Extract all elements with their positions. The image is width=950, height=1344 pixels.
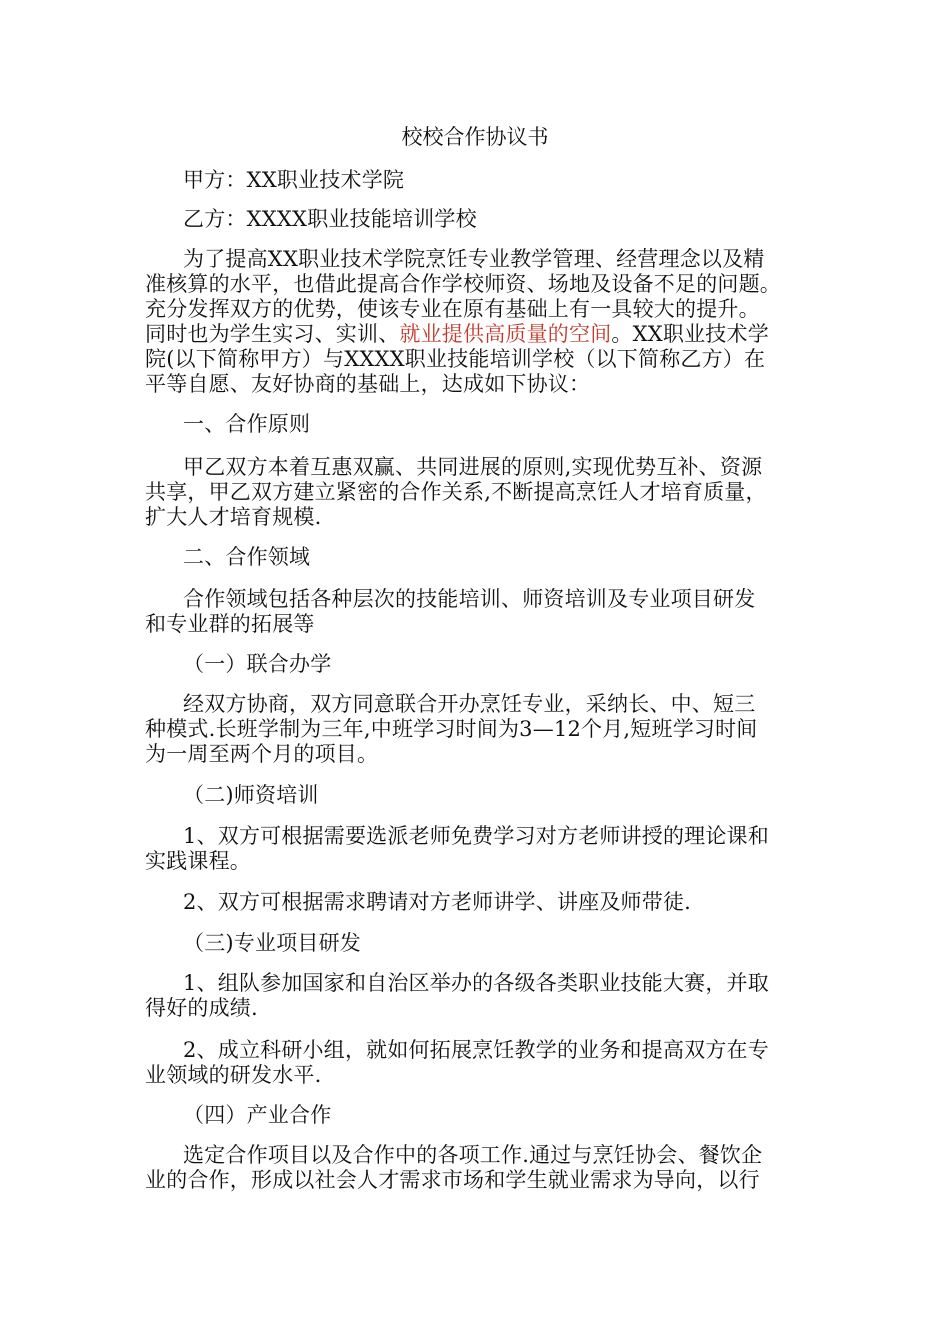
subsection-2-item-1-line-1: 1、双方可根据需要选派老师免费学习对方老师讲授的理论课和 — [183, 824, 769, 848]
section-1-line-1: 甲乙双方本着互惠双赢、共同进展的原则,实现优势互补、资源 — [183, 455, 763, 479]
highlighted-phrase: 就业提供高质量的空间 — [399, 322, 612, 346]
intro-line-2: 准核算的水平，也借此提高合作学校师资、场地及设备不足的问题。 — [145, 272, 781, 296]
intro-line-5: 院(以下简称甲方）与XXXX职业技能培训学校（以下简称乙方）在 — [145, 347, 766, 371]
subsection-1-line-1: 经双方协商，双方同意联合开办烹饪专业，采纳长、中、短三 — [183, 692, 756, 716]
subsection-3-item-2-line-1: 2、成立科研小组，就如何拓展烹饪教学的业务和提高双方在专 — [183, 1038, 769, 1062]
subsection-2-item-1-line-2: 实践课程。 — [145, 849, 251, 873]
intro-line-4 — [145, 321, 769, 347]
subsection-1-line-3: 为一周至两个月的项目。 — [145, 742, 379, 766]
subsection-2-item-2: 2、双方可根据需求聘请对方老师讲学、讲座及师带徒. — [183, 890, 692, 914]
party-b-line: 乙方：XXXX职业技能培训学校 — [183, 207, 477, 231]
subsection-3-heading: （三)专业项目研发 — [183, 931, 361, 955]
section-1-heading: 一、合作原则 — [183, 412, 311, 436]
subsection-4-line-1: 选定合作项目以及合作中的各项工作.通过与烹饪协会、餐饮企 — [183, 1143, 763, 1167]
subsection-3-item-1-line-2: 得好的成绩. — [145, 996, 258, 1020]
section-1-line-2: 共享，甲乙双方建立紧密的合作关系,不断提高烹饪人才培育质量， — [145, 480, 767, 504]
subsection-2-heading: （二)师资培训 — [183, 783, 319, 807]
intro-line-4-part-a: 同时也为学生实习、实训、 — [145, 322, 400, 346]
intro-line-6: 平等自愿、友好协商的基础上，达成如下协议： — [145, 372, 591, 396]
section-2-line-1: 合作领域包括各种层次的技能培训、师资培训及专业项目研发 — [183, 587, 756, 611]
subsection-4-line-2: 业的合作，形成以社会人才需求市场和学生就业需求为导向，以行 — [145, 1168, 760, 1192]
party-a-line: 甲方：XX职业技术学院 — [183, 168, 405, 192]
section-2-line-2: 和专业群的拓展等 — [145, 612, 315, 636]
subsection-3-item-1-line-1: 1、组队参加国家和自治区举办的各级各类职业技能大赛，并取 — [183, 971, 769, 995]
intro-line-1: 为了提高XX职业技术学院烹饪专业教学管理、经营理念以及精 — [183, 247, 765, 271]
subsection-4-heading: （四）产业合作 — [183, 1103, 332, 1127]
intro-line-3: 充分发挥双方的优势，使该专业在原有基础上有一具较大的提升。 — [145, 297, 760, 321]
document-title: 校校合作协议书 — [401, 125, 549, 149]
subsection-1-heading: （一）联合办学 — [183, 652, 332, 676]
section-2-heading: 二、合作领域 — [183, 545, 311, 569]
subsection-3-item-2-line-2: 业领域的研发水平. — [145, 1063, 322, 1087]
intro-line-4-part-c: 。XX职业技术学 — [611, 322, 769, 346]
subsection-1-line-2: 种模式.长班学制为三年,中班学习时间为3—12个月,短班学习时间 — [145, 717, 758, 741]
section-1-line-3: 扩大人才培育规模. — [145, 505, 322, 529]
